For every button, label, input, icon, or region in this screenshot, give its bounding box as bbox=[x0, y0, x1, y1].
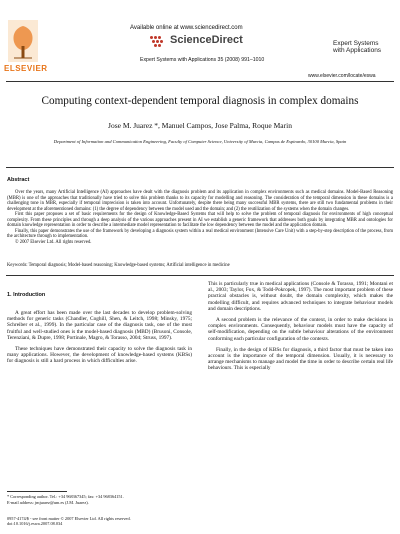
footnote-rule bbox=[7, 491, 67, 492]
article-authors: Jose M. Juarez *, Manuel Campos, Jose Palma, Roque Marin bbox=[108, 121, 292, 130]
journal-reference: Expert Systems with Applications 35 (2008) 991–1010 bbox=[140, 57, 265, 63]
body-paragraph: A great effort has been made over the last decades to develop problem-solving methods for generic tasks (Chandler, Coghill, Shen, & Leitch, 1998; Minsky, 1975; Schreiber et al., 1999). In the particular case of the diagnosis task, one of the most fruitful and well-studied ones is the model-based diagnosis (MBD) (Brusoni, Console, Terenziani, & Dupre, 1998; Portinale, Magro, & Torasso, 2004; Struss, 1997). bbox=[7, 310, 192, 341]
abstract-bottom-rule bbox=[6, 275, 394, 276]
abstract-heading: Abstract bbox=[7, 177, 30, 183]
footnote bbox=[7, 494, 192, 505]
journal-name bbox=[333, 40, 381, 54]
abstract-paragraph: Finally, this paper demonstrates the use of the framework by developing a diagnosis system within a real medical environment (Intensive Care Unit) with a step-by-step description of the process, from the architecture through to implementation. bbox=[7, 228, 393, 239]
body-paragraph: These techniques have demonstrated their capacity to solve the diagnosis task in many applications. However, the development of knowledge-based systems (KBSs) for diagnosis is still a hard process in which difficulties arise. bbox=[7, 346, 192, 365]
body-paragraph: This is particularly true in medical applications (Console & Torasso, 1991; Montani et al., 2003; Taylor, Fox, & Todd-Pokropek, 1997). The most important problem of these practical obstacles is, without doubt, the domain complexity, which makes the modelling difficult, and requires advanced techniques to integrate behaviour models and domain descriptions. bbox=[208, 281, 393, 312]
header-rule bbox=[6, 81, 394, 82]
sciencedirect-brand: ScienceDirect bbox=[170, 34, 243, 46]
publisher-name: ELSEVIER bbox=[4, 64, 48, 73]
front-matter-info bbox=[7, 516, 207, 526]
left-column bbox=[7, 310, 192, 370]
available-online-text: Available online at www.sciencedirect.com bbox=[130, 25, 243, 31]
abstract-body bbox=[7, 190, 393, 245]
doi-line[interactable]: doi:10.1016/j.eswa.2007.08.034 bbox=[7, 521, 63, 526]
abstract-top-rule bbox=[6, 167, 394, 168]
article-title: Computing context-dependent temporal diagnosis in complex domains bbox=[41, 95, 359, 107]
right-column bbox=[208, 281, 393, 377]
journal-name-line2: with Applications bbox=[333, 47, 382, 54]
elsevier-tree-icon bbox=[8, 20, 38, 62]
corresponding-author-note: * Corresponding author. Tel.: +34 968367345; fax: +34 968364151. bbox=[7, 494, 124, 499]
journal-url[interactable]: www.elsevier.com/locate/eswa bbox=[308, 73, 376, 79]
issn-line: 0957-4174/$ - see front matter © 2007 Elsevier Ltd. All rights reserved. bbox=[7, 516, 131, 521]
abstract-paragraph: Over the years, many Artificial Intelligence (AI) approaches have dealt with the diagnosis problem and its application in complex environments such as medical domains. Model-Based Reasoning (MBR) is one of the approaches that traditionally have tried to solve this problem thanks to its capacity for modelling and reasoning. The consideration of the temporal dimension in these domains is a challenging tone in MBR, especially if temporal imprecision is taken into account. Unfortunately, despite there being many successful MBR systems, there are still two fundamental problems in their development at the aforementioned domains: (1) the degree of dependency between the model used and the domain; and (2) the reutilization of the systems when the domain changes. bbox=[7, 190, 393, 212]
keywords: Keywords: Temporal diagnosis; Model-based reasoning; Knowledge-based systems; Artificial intelligence in medicine bbox=[7, 263, 230, 268]
section-heading-introduction: 1. Introduction bbox=[7, 292, 46, 298]
author-email[interactable]: E-mail address: jmjuarez@um.es (J.M. Juarez). bbox=[7, 499, 89, 505]
abstract-paragraph: First this paper proposes a set of basic requirements for the design of Knowledge-Based Systems that will help to solve the problem of temporal diagnosis for environments of high conceptual complexity. From these principles and through a deep analysis of the various approaches present in AI we establish a generic framework that addresses both goals by integrating MBR and ontologies for domain knowledge representation in order to describe a intermediate model representation to facilitate the low dependency between the model and the application domain. bbox=[7, 212, 393, 228]
body-paragraph: Finally, in the design of KBSs for diagnosis, a third factor that must be taken into account is the importance of the temporal dimension. Usually, it is necessary to arrange mechanisms to manage and model the time in order to describe certain real life behaviours. This is especially bbox=[208, 346, 393, 372]
copyright-line: © 2007 Elsevier Ltd. All rights reserved. bbox=[15, 239, 92, 245]
body-paragraph: A second problem is the relevance of the context, in order to make decisions in complex environments. Consequently, behaviour models must have the capacity of self-modification, depending on the subtle behaviour alterations of the environment conforming each particular configuration of the contexts. bbox=[208, 317, 393, 342]
sciencedirect-dots-icon bbox=[150, 36, 168, 48]
sciencedirect-logo[interactable] bbox=[150, 34, 243, 50]
journal-name-line1: Expert Systems bbox=[333, 40, 379, 47]
author-affiliation: Department of Information and Communication Engineering, Faculty of Computer Science, University of Murcia, Campus de Espinardo, 30100 Murcia, Spain bbox=[53, 139, 347, 144]
